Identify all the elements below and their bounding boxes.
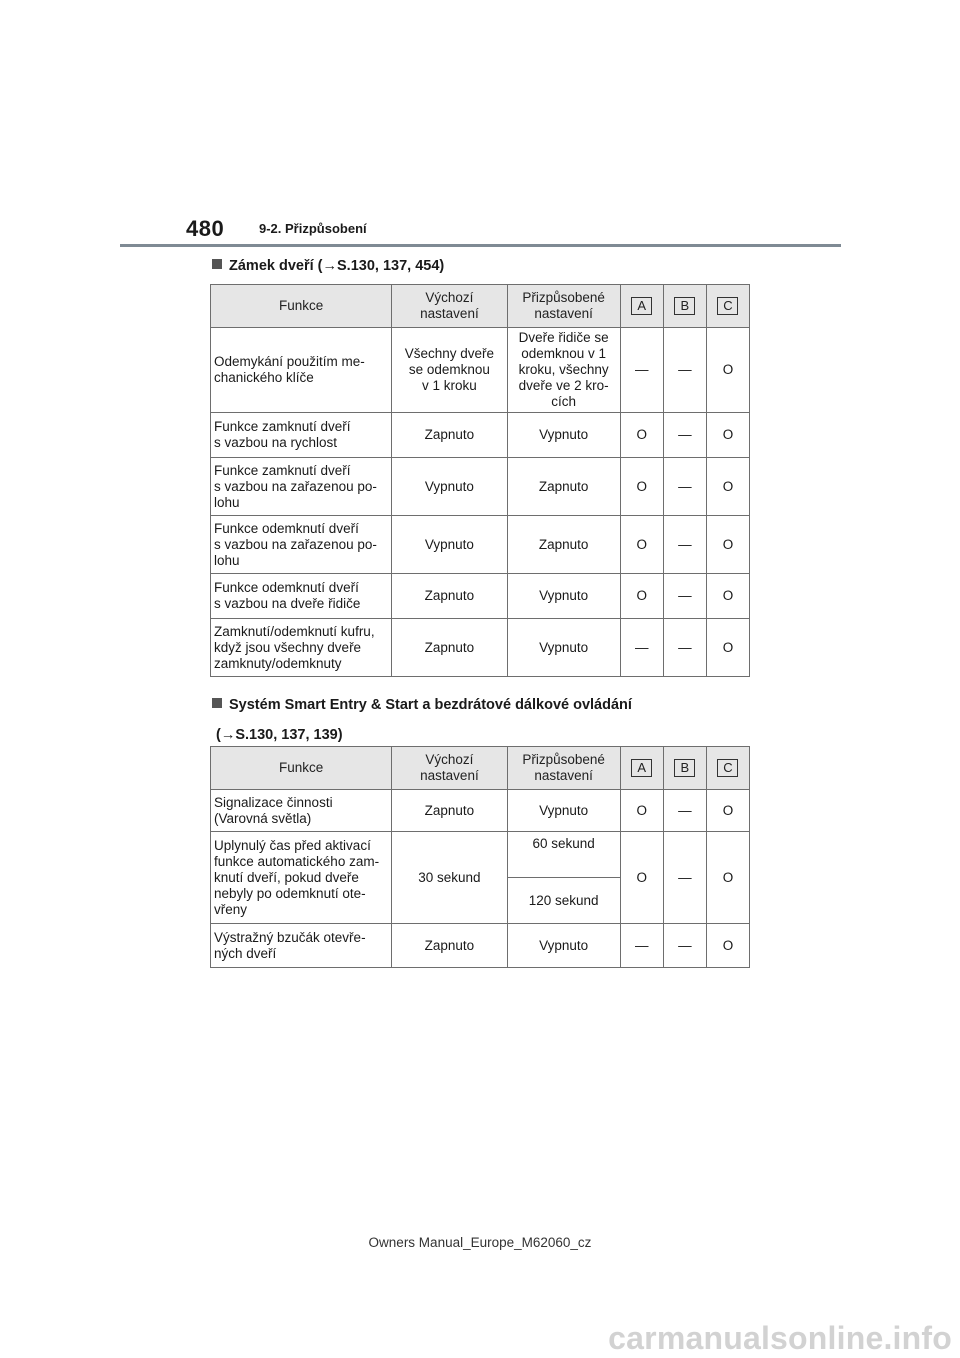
cell-b: — [663, 790, 706, 832]
cell-b: — [663, 832, 706, 924]
cell-default: Vypnuto [392, 516, 507, 574]
col-header-b [663, 747, 706, 790]
cell-b: — [663, 516, 706, 574]
cell-c: O [706, 458, 749, 516]
letter-c-box: C [717, 297, 738, 315]
cell-function: Funkce odemknutí dveří s vazbou na zařazenou po- lohu [211, 516, 392, 574]
cell-custom: Vypnuto [507, 790, 620, 832]
heading-ref: S.130, 137, 454) [337, 258, 445, 274]
table-row [211, 790, 750, 832]
door-lock-rows [211, 328, 750, 677]
cell-default: 30 sekund [392, 832, 507, 924]
col-header-c [706, 285, 749, 328]
cell-a: O [620, 832, 663, 924]
page-number: 480 [186, 216, 225, 241]
cell-a: — [620, 924, 663, 968]
cell-function: Funkce zamknutí dveří s vazbou na rychlost [211, 413, 392, 458]
table-header-row [211, 747, 750, 790]
col-header-a [620, 747, 663, 790]
cell-a: O [620, 413, 663, 458]
cell-function: Výstražný bzučák otevře- ných dveří [211, 924, 392, 968]
cell-a: — [620, 328, 663, 413]
heading-door-lock [212, 255, 444, 277]
cell-b: — [663, 574, 706, 619]
smart-entry-table [210, 746, 750, 968]
cell-function: Odemykání použitím me- chanického klíče [211, 328, 392, 413]
cell-function: Uplynulý čas před aktivací funkce automatického zam- knutí dveří, pokud dveře nebyly po odemknutí ote- vřeny [211, 832, 392, 924]
col-header-c [706, 747, 749, 790]
cell-custom-60: 60 sekund [507, 832, 620, 878]
cell-function: Funkce odemknutí dveří s vazbou na dveře řidiče [211, 574, 392, 619]
heading-text: Zámek dveří ( [229, 258, 323, 274]
table-row [211, 413, 750, 458]
table-row [211, 619, 750, 677]
table-row [211, 832, 750, 878]
cell-custom: Vypnuto [507, 574, 620, 619]
cell-default: Zapnuto [392, 619, 507, 677]
cell-custom: Vypnuto [507, 924, 620, 968]
header-rule [120, 244, 841, 247]
arrow-right-icon: → [220, 727, 236, 743]
heading-line2 [212, 724, 632, 746]
cell-custom: Zapnuto [507, 516, 620, 574]
cell-c: O [706, 790, 749, 832]
cell-default: Zapnuto [392, 790, 507, 832]
cell-c: O [706, 328, 749, 413]
col-header-a [620, 285, 663, 328]
cell-c: O [706, 619, 749, 677]
cell-b: — [663, 458, 706, 516]
cell-a: O [620, 458, 663, 516]
col-header-b [663, 285, 706, 328]
table-header-row [211, 285, 750, 328]
section-title: 9-2. Přizpůsobení [259, 221, 367, 236]
table-row [211, 516, 750, 574]
cell-function: Signalizace činnosti (Varovná světla) [211, 790, 392, 832]
cell-b: — [663, 924, 706, 968]
letter-a-box: A [631, 297, 652, 315]
heading-smart-entry [212, 694, 632, 746]
cell-c: O [706, 413, 749, 458]
cell-function: Zamknutí/odemknutí kufru, když jsou všechny dveře zamknuty/odemknuty [211, 619, 392, 677]
letter-a-box: A [631, 759, 652, 777]
cell-default: Zapnuto [392, 924, 507, 968]
door-lock-table [210, 284, 750, 677]
cell-a: — [620, 619, 663, 677]
col-header-custom: Přizpůsobené nastavení [507, 747, 620, 790]
square-bullet-icon [212, 259, 222, 269]
square-bullet-icon [212, 698, 222, 708]
cell-custom: Vypnuto [507, 413, 620, 458]
watermark: carmanualsonline.info [608, 1320, 952, 1356]
col-header-default: Výchozí nastavení [392, 285, 507, 328]
cell-a: O [620, 790, 663, 832]
letter-b-box: B [674, 297, 695, 315]
letter-c-box: C [717, 759, 738, 777]
cell-default: Zapnuto [392, 413, 507, 458]
cell-custom: Vypnuto [507, 619, 620, 677]
cell-a: O [620, 516, 663, 574]
table-row [211, 574, 750, 619]
footer-text: Owners Manual_Europe_M62060_cz [368, 1235, 592, 1250]
col-header-function: Funkce [211, 747, 392, 790]
cell-custom-120: 120 sekund [507, 878, 620, 924]
table-row [211, 458, 750, 516]
col-header-function: Funkce [211, 285, 392, 328]
cell-function: Funkce zamknutí dveří s vazbou na zařazenou po- lohu [211, 458, 392, 516]
cell-default: Všechny dveře se odemknou v 1 kroku [392, 328, 507, 413]
cell-c: O [706, 574, 749, 619]
col-header-default: Výchozí nastavení [392, 747, 507, 790]
cell-default: Vypnuto [392, 458, 507, 516]
heading-paren: ( [216, 727, 221, 743]
table-row [211, 924, 750, 968]
cell-c: O [706, 516, 749, 574]
cell-b: — [663, 328, 706, 413]
cell-custom: Dveře řidiče se odemknou v 1 kroku, všechny dveře ve 2 kro- cích [507, 328, 620, 413]
cell-c: O [706, 924, 749, 968]
cell-b: — [663, 413, 706, 458]
heading-line1: Systém Smart Entry & Start a bezdrátové dálkové ovládání [229, 697, 632, 713]
cell-custom: Zapnuto [507, 458, 620, 516]
table-row [211, 328, 750, 413]
heading-ref: S.130, 137, 139) [235, 727, 343, 743]
cell-b: — [663, 619, 706, 677]
cell-default: Zapnuto [392, 574, 507, 619]
cell-c: O [706, 832, 749, 924]
letter-b-box: B [674, 759, 695, 777]
cell-a: O [620, 574, 663, 619]
col-header-custom: Přizpůsobené nastavení [507, 285, 620, 328]
arrow-right-icon: → [322, 258, 337, 274]
